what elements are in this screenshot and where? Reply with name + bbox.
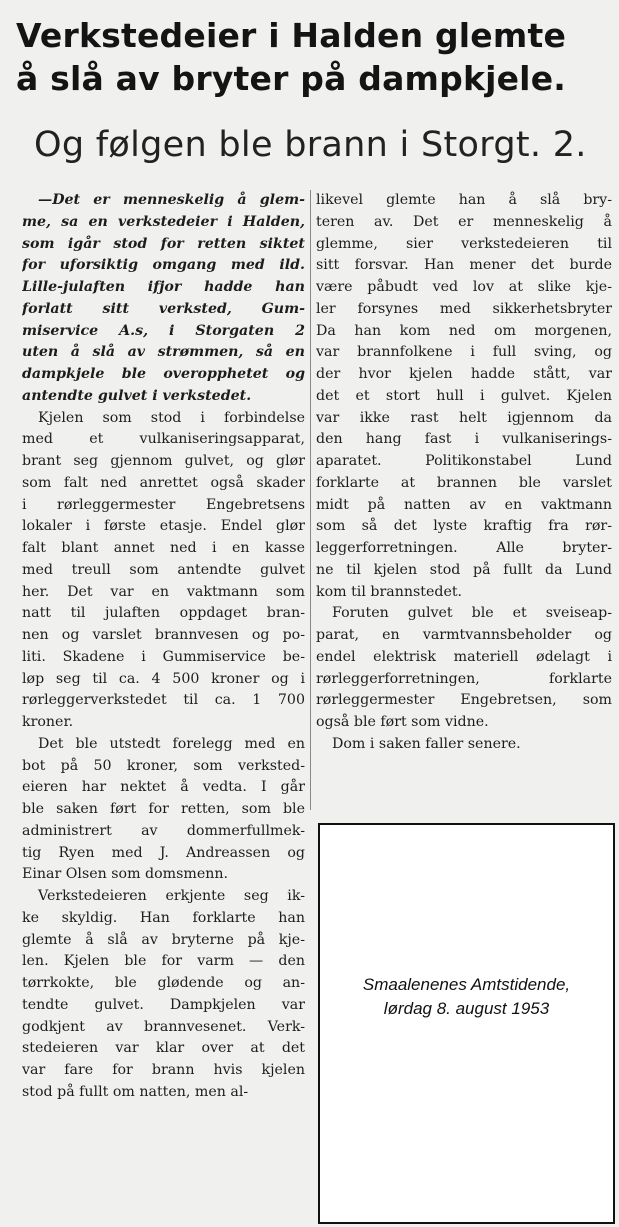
text-line: brant seg gjennom gulvet, og glør bbox=[22, 453, 305, 469]
text-line: falt blant annet ned i en kasse bbox=[22, 540, 305, 556]
caption-box bbox=[318, 823, 615, 1224]
text-line: tendte gulvet. Dampkjelen var bbox=[22, 996, 305, 1013]
paragraph bbox=[22, 734, 305, 886]
text-line: kroner. bbox=[22, 714, 74, 730]
text-line: stedeieren var klar over at det bbox=[22, 1040, 305, 1057]
text-line: godkjent av brannvesenet. Verk- bbox=[22, 1018, 305, 1035]
right-paragraphs bbox=[316, 190, 612, 756]
paragraph bbox=[316, 190, 612, 603]
text-line: for uforsiktig omgang med ild. bbox=[22, 257, 305, 274]
text-line: Lille-julaften ifjor hadde han bbox=[22, 279, 305, 295]
text-line: ke skyldig. Han forklarte han bbox=[22, 909, 305, 926]
text-line: me, sa en verkstedeier i Halden, bbox=[22, 213, 305, 230]
paragraph bbox=[22, 886, 305, 1104]
text-line: Foruten gulvet ble et sveiseap- bbox=[332, 605, 612, 622]
lead-paragraph bbox=[22, 190, 305, 408]
text-line: var ikke rast helt igjennom da bbox=[316, 409, 612, 426]
text-line: sitt forsvar. Han mener det burde bbox=[316, 257, 612, 274]
caption-line-1: Smaalenenes Amtstidende, bbox=[362, 975, 571, 994]
text-line: eieren har nektet å vedta. I går bbox=[22, 779, 305, 796]
text-line: miservice A.s, i Storgaten 2 bbox=[22, 322, 305, 339]
text-line: Da han kom ned om morgenen, bbox=[316, 322, 612, 339]
text-line: Dom i saken faller senere. bbox=[332, 735, 521, 752]
text-line: endel elektrisk materiell ødelagt i bbox=[316, 648, 612, 665]
headline-line-2: å slå av bryter på dampkjele. bbox=[16, 59, 567, 98]
text-line: leggerforretningen. Alle bryter- bbox=[316, 540, 612, 556]
headline-line-1: Verkstedeier i Halden glemte bbox=[16, 16, 567, 55]
text-line: som falt ned anrettet også skader bbox=[22, 474, 305, 491]
text-line: der hvor kjelen hadde stått, var bbox=[316, 366, 612, 382]
paragraph bbox=[22, 408, 305, 734]
text-line: ble saken ført for retten, som ble bbox=[22, 801, 305, 817]
text-line: Det ble utstedt forelegg med en bbox=[38, 735, 305, 752]
headline bbox=[16, 14, 611, 100]
text-line: var fare for brann hvis kjelen bbox=[22, 1062, 305, 1078]
text-line: det et stort hull i gulvet. Kjelen bbox=[316, 387, 612, 404]
source-caption bbox=[320, 973, 613, 1021]
text-line: administrert av dommerfullmek- bbox=[22, 822, 305, 839]
text-line: nen og varslet brannvesen og po- bbox=[22, 627, 305, 643]
text-line: rørleggerverkstedet til ca. 1 700 bbox=[22, 692, 305, 709]
text-line: forlatt sitt verksted, Gum- bbox=[22, 300, 305, 317]
text-line: med treull som antendte gulvet bbox=[22, 561, 305, 578]
text-line: også ble ført som vidne. bbox=[316, 714, 489, 730]
column-divider bbox=[310, 190, 311, 810]
left-column bbox=[22, 190, 305, 1104]
text-line: stod på fullt om natten, men al- bbox=[22, 1083, 249, 1100]
text-line: tørrkokte, ble glødende og an- bbox=[22, 975, 305, 991]
text-line: med et vulkaniseringsapparat, bbox=[22, 431, 305, 448]
text-line: den hang fast i vulkaniserings- bbox=[316, 431, 612, 448]
text-line: kom til brannstedet. bbox=[316, 583, 463, 600]
text-line: liti. Skadene i Gummiservice be- bbox=[22, 648, 305, 665]
text-line: tig Ryen med J. Andreassen og bbox=[22, 844, 305, 861]
text-line: uten å slå av strømmen, så en bbox=[22, 344, 305, 361]
text-line: forklarte at brannen ble varslet bbox=[316, 474, 612, 491]
text-line: dampkjele ble overopphetet og bbox=[22, 366, 305, 382]
text-line: Verkstedeieren erkjente seg ik- bbox=[38, 888, 305, 904]
text-line: teren av. Det er menneskelig å bbox=[316, 213, 612, 230]
text-line: antendte gulvet i verkstedet. bbox=[22, 387, 252, 404]
text-line: ne til kjelen stod på fullt da Lund bbox=[316, 561, 612, 578]
paragraph bbox=[316, 734, 612, 756]
right-column bbox=[316, 190, 612, 756]
text-line: natt til julaften oppdaget bran- bbox=[22, 605, 305, 622]
text-line: som så det lyste kraftig fra rør- bbox=[316, 518, 612, 535]
text-line: Kjelen som stod i forbindelse bbox=[38, 409, 305, 426]
text-line: som igår stod for retten siktet bbox=[22, 235, 305, 252]
caption-line-2: lørdag 8. august 1953 bbox=[383, 999, 550, 1018]
text-line: rørleggerforretningen, forklarte bbox=[316, 670, 612, 687]
paragraph bbox=[316, 603, 612, 734]
subheadline: Og følgen ble brann i Storgt. 2. bbox=[34, 125, 587, 165]
text-line: lokaler i første etasje. Endel glør bbox=[22, 518, 305, 535]
text-line: midt på natten av en vaktmann bbox=[316, 496, 612, 513]
text-line: likevel glemte han å slå bry- bbox=[316, 192, 612, 208]
text-line: rørleggermester Engebretsen, som bbox=[316, 692, 612, 709]
text-line: bot på 50 kroner, som verksted- bbox=[22, 757, 305, 774]
text-line: her. Det var en vaktmann som bbox=[22, 583, 305, 600]
text-line: len. Kjelen ble for varm — den bbox=[22, 953, 305, 970]
text-line: være påbudt ved lov at slike kje- bbox=[316, 279, 612, 295]
text-line: var brannfolkene i full sving, og bbox=[316, 344, 612, 361]
text-line: ler forsynes med sikkerhetsbryter bbox=[316, 300, 612, 317]
text-line: Einar Olsen som domsmenn. bbox=[22, 866, 229, 883]
text-line: glemme, sier verkstedeieren til bbox=[316, 235, 612, 252]
text-line: løp seg til ca. 4 500 kroner og i bbox=[22, 670, 305, 687]
text-line: parat, en varmtvannsbeholder og bbox=[316, 627, 612, 643]
text-line: i rørleggermester Engebretsens bbox=[22, 496, 305, 513]
text-line: glemte å slå av bryterne på kje- bbox=[22, 931, 305, 948]
text-line: —Det er menneskelig å glem- bbox=[38, 192, 305, 208]
left-paragraphs bbox=[22, 408, 305, 1104]
text-line: aparatet. Politikonstabel Lund bbox=[316, 453, 612, 469]
